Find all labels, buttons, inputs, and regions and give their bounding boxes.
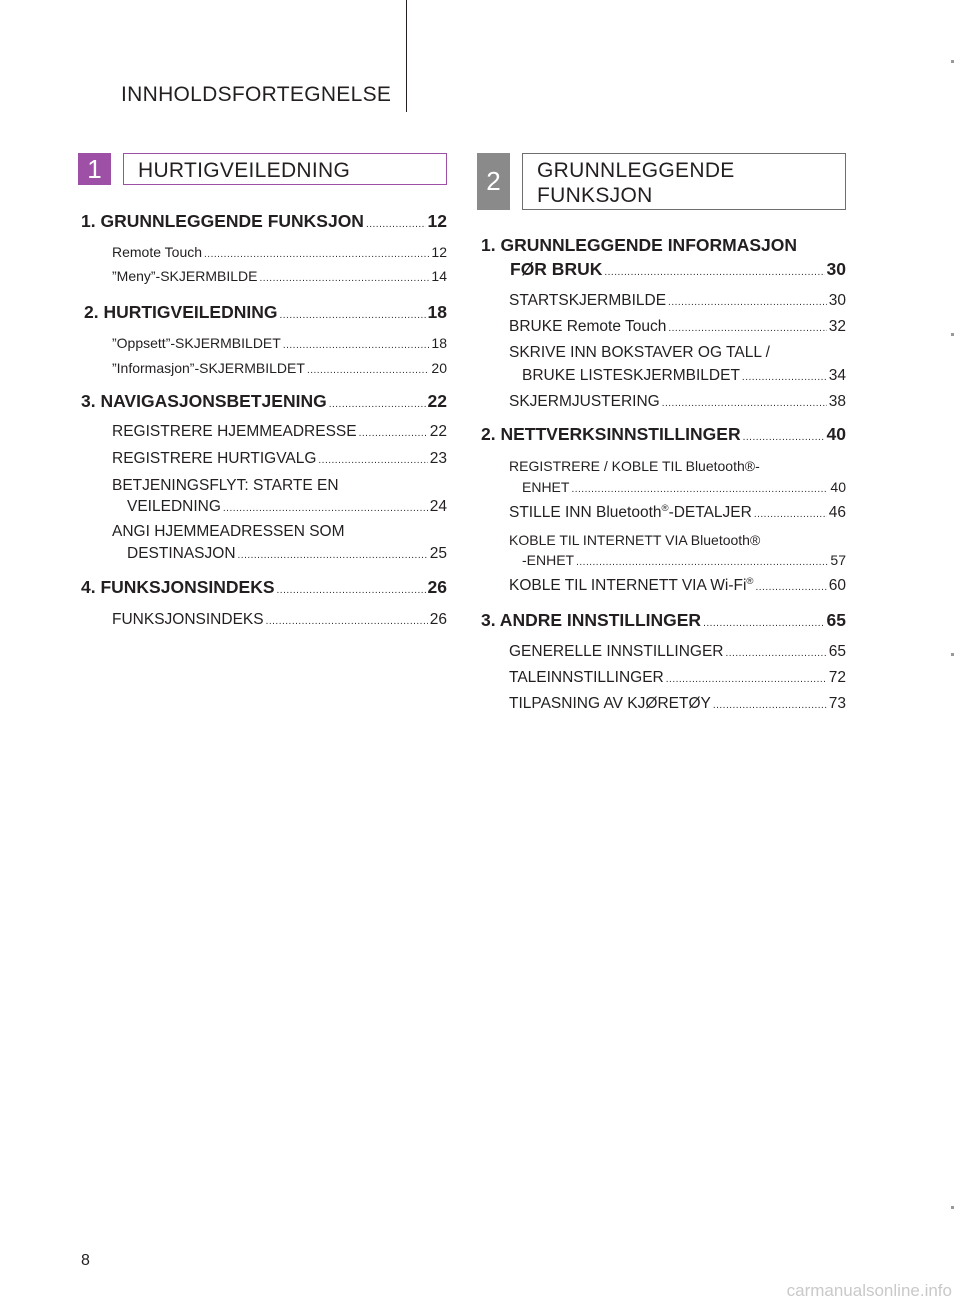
toc-item[interactable] — [112, 450, 447, 468]
page-number: 8 — [81, 1252, 90, 1269]
toc-item[interactable] — [127, 545, 447, 563]
toc-chapter[interactable] — [481, 424, 846, 445]
toc-item[interactable] — [522, 552, 846, 568]
item-page: 23 — [429, 450, 447, 467]
item-label: SKJERMJUSTERING — [509, 393, 660, 410]
chapter-page: 65 — [826, 610, 846, 630]
section-1-header — [78, 153, 447, 185]
item-page: 38 — [828, 393, 846, 410]
item-page: 57 — [830, 552, 846, 568]
leader-dots — [238, 550, 428, 561]
chapter-page: 18 — [427, 302, 447, 322]
section-title — [522, 153, 846, 210]
leader-dots — [307, 365, 429, 376]
item-label: REGISTRERE HURTIGVALG — [112, 450, 317, 467]
toc-chapter[interactable] — [510, 259, 846, 280]
toc-item-line1: SKRIVE INN BOKSTAVER OG TALL / — [509, 344, 770, 361]
item-label-text: STILLE INN Bluetooth — [509, 504, 662, 522]
header-divider — [406, 0, 407, 112]
margin-mark — [951, 1206, 954, 1209]
leader-dots — [223, 503, 428, 514]
toc-item[interactable] — [522, 367, 846, 385]
item-label: TALEINNSTILLINGER — [509, 669, 664, 686]
toc-item[interactable] — [112, 360, 447, 376]
leader-dots — [329, 399, 426, 410]
toc-chapter[interactable] — [81, 577, 447, 598]
leader-dots — [266, 616, 428, 627]
section-number: 1 — [78, 153, 111, 185]
chapter-title: 2. NETTVERKSINNSTILLINGER — [481, 424, 741, 444]
chapter-title: FØR BRUK — [510, 259, 603, 279]
leader-dots — [277, 585, 426, 596]
item-label: -ENHET — [522, 552, 575, 568]
toc-item[interactable] — [509, 318, 846, 336]
leader-dots — [668, 323, 826, 334]
toc-item-line1: REGISTRERE / KOBLE TIL Bluetooth®- — [509, 458, 760, 474]
registered-mark: ® — [661, 503, 669, 514]
leader-dots — [754, 509, 827, 520]
toc-item[interactable] — [112, 244, 447, 260]
leader-dots — [571, 484, 828, 495]
item-label: FUNKSJONSINDEKS — [112, 611, 264, 628]
item-page: 32 — [828, 318, 846, 335]
toc-item[interactable] — [522, 479, 846, 495]
registered-mark: ® — [746, 576, 754, 587]
leader-dots — [366, 219, 426, 230]
toc-chapter[interactable] — [81, 391, 447, 412]
chapter-page: 40 — [826, 424, 846, 444]
chapter-page: 30 — [826, 259, 846, 279]
item-page: 60 — [828, 577, 846, 595]
toc-item[interactable] — [509, 669, 846, 687]
item-page: 73 — [828, 695, 846, 712]
leader-dots — [576, 557, 828, 568]
chapter-page: 26 — [427, 577, 447, 597]
toc-item[interactable] — [112, 611, 447, 629]
toc-item[interactable] — [509, 695, 846, 713]
item-label: GENERELLE INNSTILLINGER — [509, 643, 724, 660]
item-page: 20 — [431, 360, 447, 376]
toc-item[interactable] — [509, 576, 846, 595]
leader-dots — [713, 700, 827, 711]
section-2-header — [477, 153, 846, 210]
item-label: VEILEDNING — [127, 498, 221, 515]
item-label: REGISTRERE HJEMMEADRESSE — [112, 423, 357, 440]
section-title-line1: GRUNNLEGGENDE — [537, 159, 735, 182]
leader-dots — [666, 674, 827, 685]
item-page: 24 — [429, 498, 447, 515]
watermark: carmanualsonline.info — [786, 1281, 952, 1300]
item-label: DESTINASJON — [127, 545, 236, 562]
toc-item[interactable] — [127, 498, 447, 516]
leader-dots — [604, 267, 824, 278]
chapter-title: 2. HURTIGVEILEDNING — [84, 302, 278, 322]
item-label: STARTSKJERMBILDE — [509, 292, 667, 309]
toc-item[interactable] — [509, 503, 846, 522]
item-page: 26 — [429, 611, 447, 628]
item-label: ”Meny”-SKJERMBILDE — [112, 268, 258, 284]
toc-item-line1: KOBLE TIL INTERNETT VIA Bluetooth® — [509, 532, 761, 548]
item-page: 40 — [830, 479, 846, 495]
chapter-title: 4. FUNKSJONSINDEKS — [81, 577, 275, 597]
chapter-page: 12 — [427, 211, 447, 231]
chapter-page: 22 — [427, 391, 447, 411]
leader-dots — [318, 455, 427, 466]
leader-dots — [668, 297, 827, 308]
item-page: 18 — [431, 335, 447, 351]
leader-dots — [359, 428, 428, 439]
item-label: ENHET — [522, 479, 570, 495]
leader-dots — [662, 398, 827, 409]
item-label-text: KOBLE TIL INTERNETT VIA Wi-Fi — [509, 577, 747, 595]
chapter-title: 3. NAVIGASJONSBETJENING — [81, 391, 327, 411]
toc-item[interactable] — [112, 335, 447, 351]
item-label: BRUKE LISTESKJERMBILDET — [522, 367, 740, 384]
toc-chapter[interactable] — [81, 211, 447, 232]
item-page: 22 — [429, 423, 447, 440]
toc-chapter[interactable] — [481, 610, 846, 631]
toc-item[interactable] — [112, 268, 447, 284]
toc-item[interactable] — [112, 423, 447, 441]
toc-chapter-line1: 1. GRUNNLEGGENDE INFORMASJON — [481, 235, 797, 255]
item-page: 34 — [828, 367, 846, 384]
item-page: 14 — [431, 268, 447, 284]
toc-item[interactable] — [509, 292, 846, 310]
item-page: 72 — [828, 669, 846, 686]
page-title: INNHOLDSFORTEGNELSE — [121, 83, 392, 106]
item-label: BRUKE Remote Touch — [509, 318, 667, 335]
toc-item[interactable] — [509, 643, 846, 661]
leader-dots — [259, 273, 429, 284]
margin-mark — [951, 60, 954, 63]
section-title: HURTIGVEILEDNING — [123, 153, 447, 185]
leader-dots — [283, 340, 430, 351]
item-label: Remote Touch — [112, 244, 203, 260]
toc-chapter[interactable] — [84, 302, 447, 323]
item-label — [509, 576, 754, 595]
item-page: 46 — [828, 504, 846, 522]
leader-dots — [280, 310, 426, 321]
item-label: ”Informasjon”-SKJERMBILDET — [112, 360, 305, 376]
leader-dots — [756, 582, 827, 593]
item-page: 25 — [429, 545, 447, 562]
toc-item-line1: ANGI HJEMMEADRESSEN SOM — [112, 523, 345, 540]
item-label: ”Oppsett”-SKJERMBILDET — [112, 335, 281, 351]
item-label — [509, 503, 752, 522]
leader-dots — [703, 618, 824, 629]
leader-dots — [725, 648, 826, 659]
section-title-line2: FUNKSJON — [537, 184, 653, 207]
chapter-title: 1. GRUNNLEGGENDE FUNKSJON — [81, 211, 364, 231]
item-label-suffix: -DETALJER — [668, 504, 752, 522]
leader-dots — [743, 432, 825, 443]
item-label: TILPASNING AV KJØRETØY — [509, 695, 711, 712]
chapter-title: 3. ANDRE INNSTILLINGER — [481, 610, 702, 630]
item-page: 30 — [828, 292, 846, 309]
leader-dots — [204, 249, 429, 260]
margin-mark — [951, 653, 954, 656]
item-page: 65 — [828, 643, 846, 660]
leader-dots — [742, 372, 827, 383]
margin-mark — [951, 333, 954, 336]
item-page: 12 — [431, 244, 447, 260]
toc-item[interactable] — [509, 393, 846, 411]
section-number: 2 — [477, 153, 510, 210]
toc-item-line1: BETJENINGSFLYT: STARTE EN — [112, 477, 339, 494]
